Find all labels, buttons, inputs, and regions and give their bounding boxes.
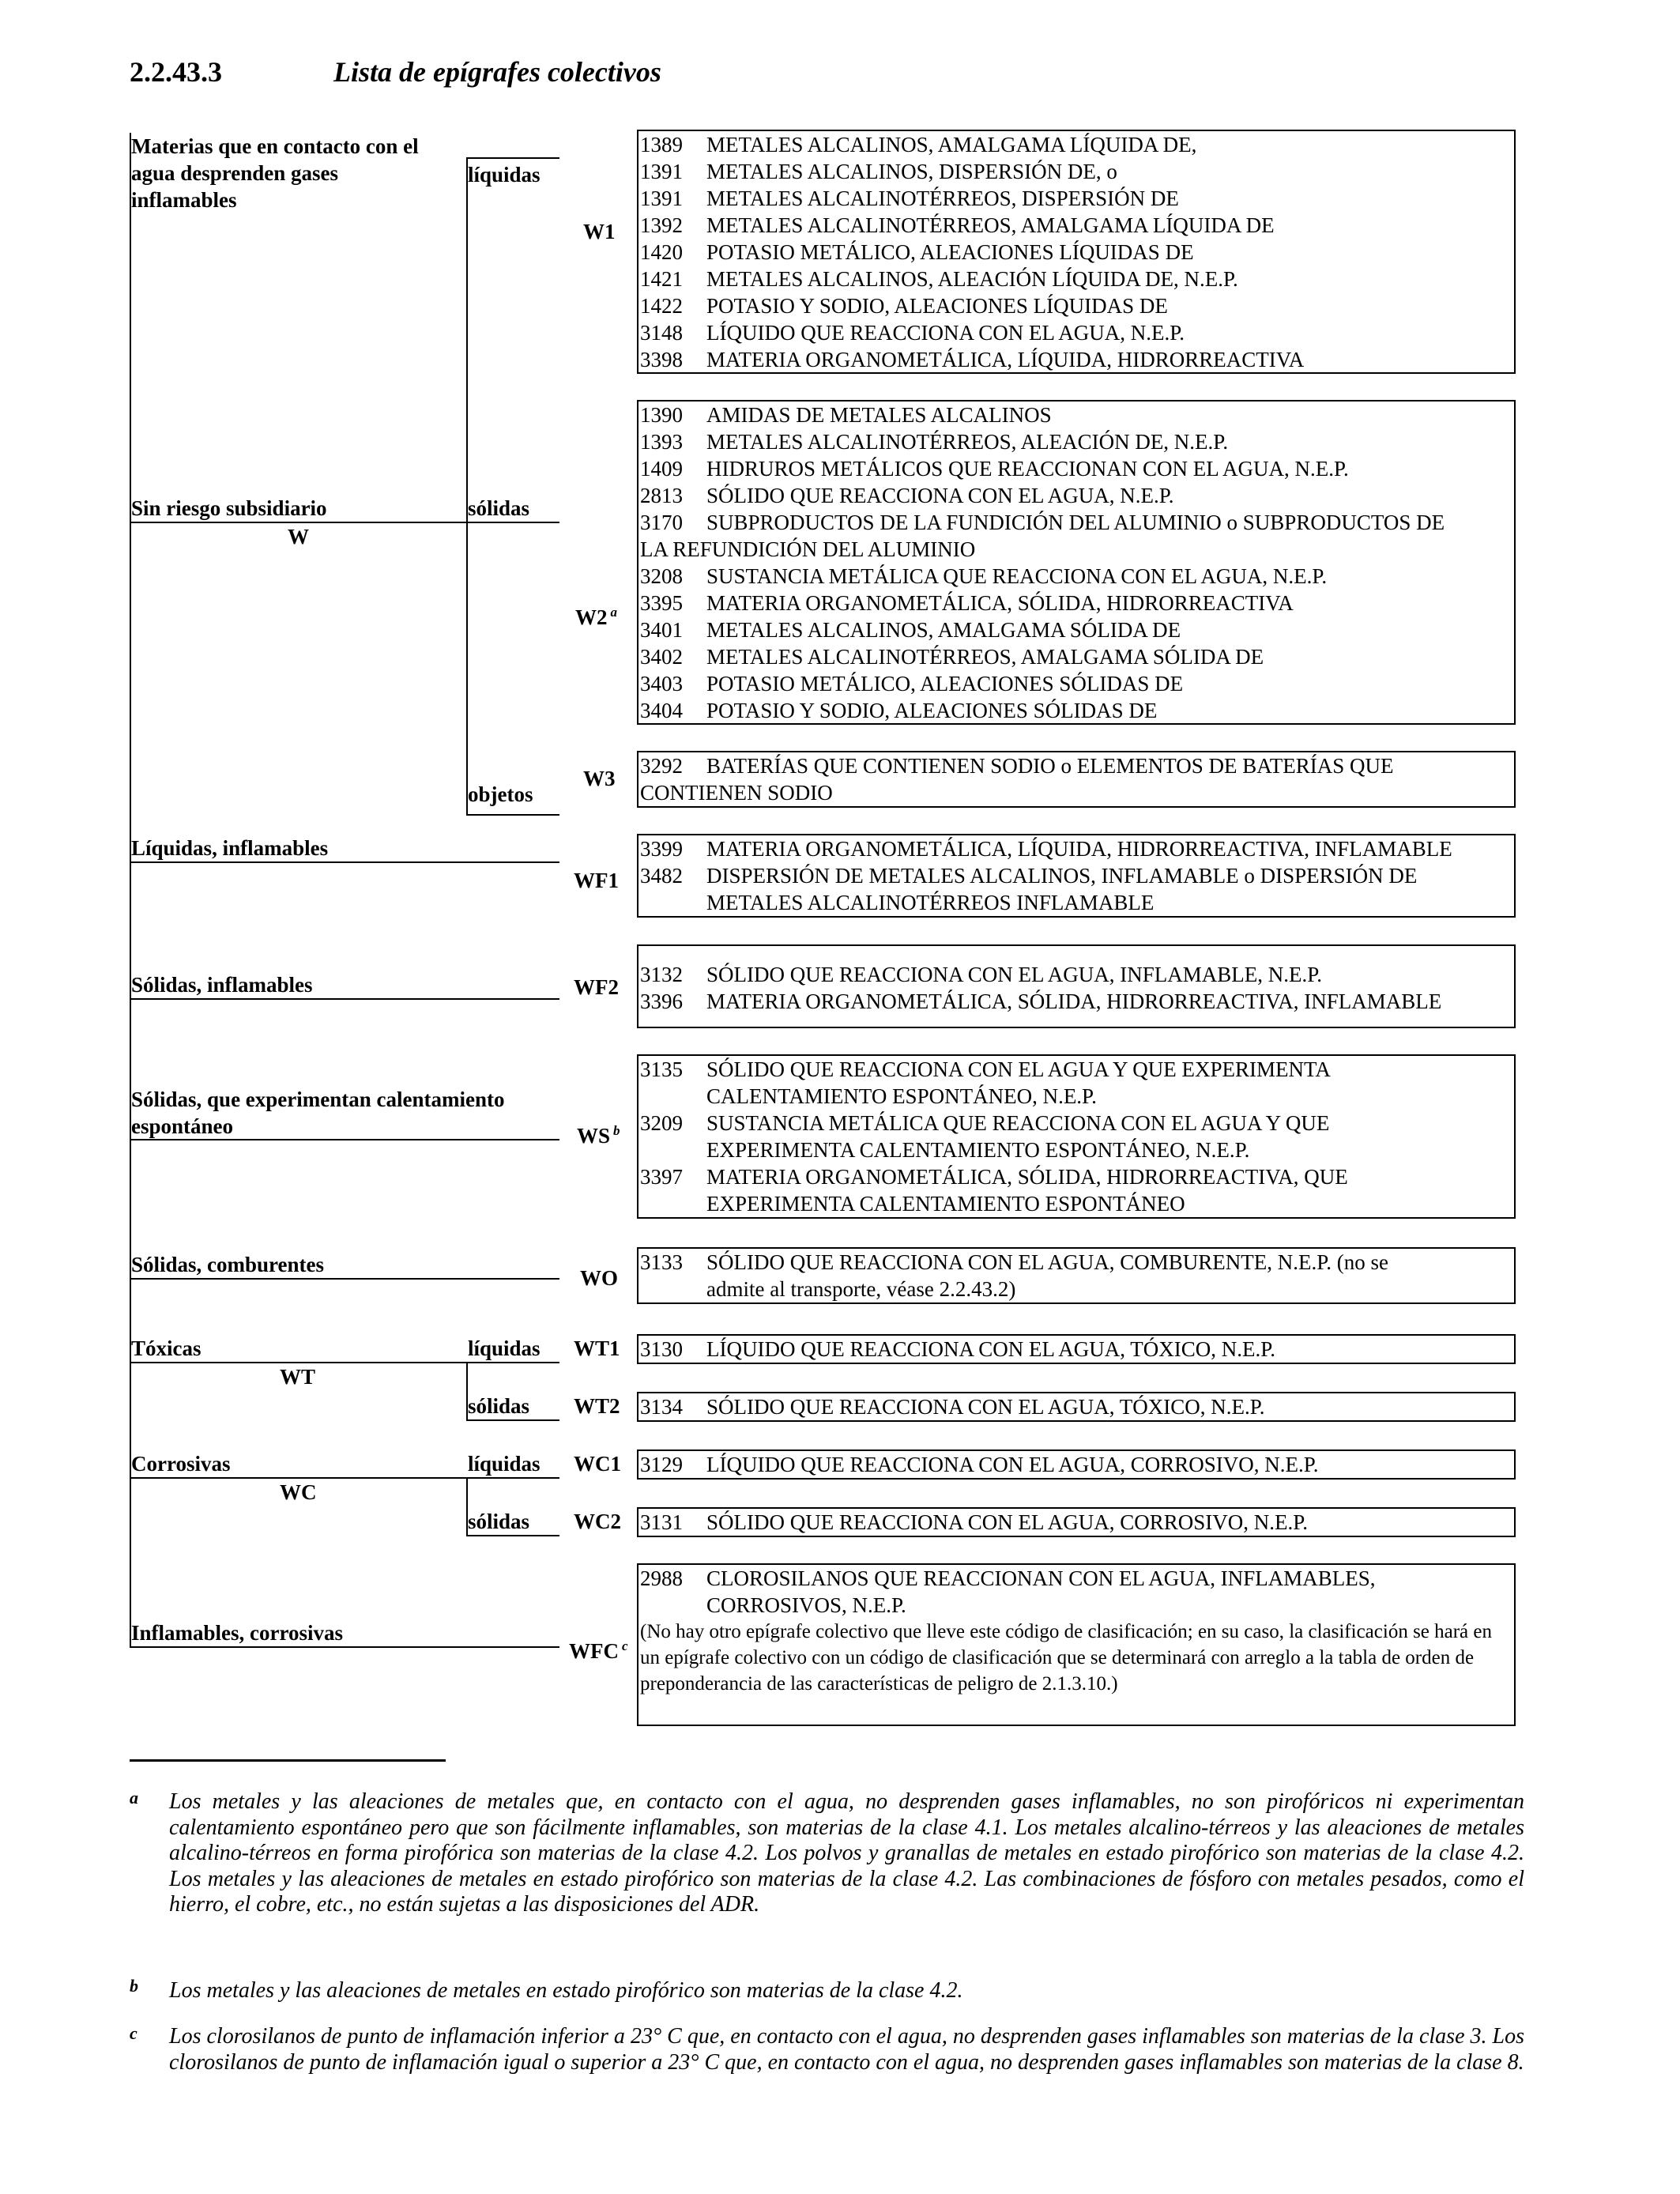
footnote-mark-c: c [130, 2023, 137, 2043]
entry-row: 2988 CLOROSILANOS QUE REACCIONAN CON EL AGUA, INFLAMABLES, [640, 1566, 1376, 1590]
entry-row: 3129 LÍQUIDO QUE REACCIONA CON EL AGUA, CORROSIVO, N.E.P. [640, 1453, 1319, 1476]
entry-row: 3148 LÍQUIDO QUE REACCIONA CON EL AGUA, N.E.P. [640, 321, 1185, 345]
entry-row: 3131 SÓLIDO QUE REACCIONA CON EL AGUA, CORROSIVO, N.E.P. [640, 1510, 1309, 1534]
label-inflamables-corrosivas: Inflamables, corrosivas [131, 1621, 343, 1645]
label-objetos: objetos [468, 782, 533, 806]
line-liquidas-inflamables [130, 861, 559, 863]
section-number: 2.2.43.3 [130, 56, 222, 88]
label-main-group-2: agua desprenden gases [131, 161, 339, 185]
entry-row-cont: CALENTAMIENTO ESPONTÁNEO, N.E.P. [706, 1084, 1097, 1108]
tree-main-vertical [130, 133, 131, 1646]
entry-row-cont: METALES ALCALINOTÉRREOS INFLAMABLE [706, 891, 1155, 914]
footnote-mark-a: a [130, 1788, 138, 1808]
entries-ws-box [637, 1054, 1516, 1219]
line-main-group [466, 157, 559, 159]
line-sin-riesgo [130, 522, 559, 523]
label-solidas-comburentes: Sólidas, comburentes [131, 1253, 325, 1276]
entries-wt2-box [637, 1392, 1516, 1422]
entry-row: 3399 MATERIA ORGANOMETÁLICA, LÍQUIDA, HIDRORREACTIVA, INFLAMABLE [640, 837, 1452, 861]
entries-w2-box [637, 400, 1516, 725]
entry-row: 3482 DISPERSIÓN DE METALES ALCALINOS, INFLAMABLE o DISPERSIÓN DE [640, 864, 1418, 888]
entry-row-wrap: CONTIENEN SODIO [640, 781, 833, 805]
entry-row: 1409 HIDRUROS METÁLICOS QUE REACCIONAN CON EL AGUA, N.E.P. [640, 457, 1349, 481]
line-toxicas-solidas [466, 1419, 559, 1421]
entry-row: 3402 METALES ALCALINOTÉRREOS, AMALGAMA SÓLIDA DE [640, 645, 1264, 669]
line-inflamables-corrosivas [130, 1646, 559, 1648]
code-ws: WS $^b$ [577, 1123, 620, 1148]
line-corrosivas [130, 1477, 559, 1479]
footnote-ref-a: a [610, 605, 617, 620]
entries-wo-box [637, 1247, 1516, 1304]
entry-row: 3396 MATERIA ORGANOMETÁLICA, SÓLIDA, HIDRORREACTIVA, INFLAMABLE [640, 990, 1442, 1013]
entries-wf1-box [637, 834, 1516, 918]
entry-row: 3395 MATERIA ORGANOMETÁLICA, SÓLIDA, HIDRORREACTIVA [640, 591, 1294, 615]
entries-wt1-box [637, 1334, 1516, 1364]
entry-row-cont: EXPERIMENTA CALENTAMIENTO ESPONTÁNEO, N.E.P. [706, 1138, 1250, 1162]
entry-row: 3130 LÍQUIDO QUE REACCIONA CON EL AGUA, TÓXICO, N.E.P. [640, 1337, 1275, 1361]
entry-row-cont: CORROSIVOS, N.E.P. [706, 1593, 906, 1617]
entry-row: 3292 BATERÍAS QUE CONTIENEN SODIO o ELEMENTOS DE BATERÍAS QUE [640, 754, 1394, 778]
entry-row: 3208 SUSTANCIA METÁLICA QUE REACCIONA CON EL AGUA, N.E.P. [640, 564, 1328, 588]
entry-row: 1420 POTASIO METÁLICO, ALEACIONES LÍQUIDAS DE [640, 240, 1194, 264]
code-wc1: WC1 [574, 1452, 621, 1476]
line-objetos [466, 814, 559, 816]
tree-w-vertical [466, 157, 468, 814]
entry-row: 1421 METALES ALCALINOS, ALEACIÓN LÍQUIDA DE, N.E.P. [640, 267, 1238, 291]
entry-row-cont: EXPERIMENTA CALENTAMIENTO ESPONTÁNEO [706, 1192, 1185, 1216]
label-toxicas-solidas: sólidas [468, 1394, 530, 1418]
entries-wfc-box [637, 1563, 1516, 1726]
entry-row: 3135 SÓLIDO QUE REACCIONA CON EL AGUA Y QUE EXPERIMENTA [640, 1057, 1331, 1081]
code-wo: WO [580, 1266, 619, 1290]
entry-row: 1391 METALES ALCALINOS, DISPERSIÓN DE, o [640, 160, 1117, 183]
entries-wf2-box [637, 944, 1516, 1028]
footnote-mark-b: b [130, 1976, 138, 1996]
entry-row: 3401 METALES ALCALINOS, AMALGAMA SÓLIDA DE [640, 618, 1181, 642]
label-main-group-3: inflamables [131, 188, 237, 212]
entry-row: 3397 MATERIA ORGANOMETÁLICA, SÓLIDA, HIDRORREACTIVA, QUE [640, 1165, 1348, 1189]
label-solidas-inflamables: Sólidas, inflamables [131, 973, 313, 997]
entry-row: 3404 POTASIO Y SODIO, ALEACIONES SÓLIDAS DE [640, 699, 1158, 722]
label-sin-riesgo: Sin riesgo subsidiario [131, 496, 327, 520]
entries-wc1-box [637, 1449, 1516, 1480]
label-liquidas-inflamables: Líquidas, inflamables [131, 836, 329, 860]
footnote-separator [130, 1759, 446, 1762]
code-wt1: WT1 [574, 1336, 620, 1360]
entry-row: 3209 SUSTANCIA METÁLICA QUE REACCIONA CON EL AGUA Y QUE [640, 1111, 1330, 1135]
footnote-ref-b: b [613, 1123, 620, 1138]
entry-row: 2813 SÓLIDO QUE REACCIONA CON EL AGUA, N.E.P. [640, 484, 1174, 507]
code-wt2: WT2 [574, 1394, 620, 1418]
entry-row-cont: admite al transporte, véase 2.2.43.2) [706, 1277, 1016, 1301]
entry-row: 1393 METALES ALCALINOTÉRREOS, ALEACIÓN DE, N.E.P. [640, 430, 1229, 454]
entry-row: 1390 AMIDAS DE METALES ALCALINOS [640, 403, 1052, 427]
line-solidas-inflamables [130, 998, 559, 1000]
label-corrosivas-code: WC [280, 1480, 317, 1504]
label-corrosivas-solidas: sólidas [468, 1510, 530, 1533]
label-corrosivas-liquidas: líquidas [468, 1452, 541, 1476]
section-title: Lista de epígrafes colectivos [333, 56, 661, 88]
entries-w1-box [637, 130, 1516, 374]
footnote-a: Los metales y las aleaciones de metales que, en contacto con el agua, no desprenden gases inflamables, no son pirofóricos ni experimentan calentamiento espontáneo pero que son fácilmente inflamables, son materias de la clase 4.1. Los metales alcalino-térreos y las aleaciones de metales alcalino-térreos en forma pirofórica son materias de la clase 4.2. Los polvos y granallas de metales en estado pirofórico son materias de la clase 4.2. Los metales y las aleaciones de metales en estado pirofórico son materias de la clase 4.2. Las combinaciones de fósforo con metales pesados, como el hierro, el cobre, etc., no están sujetas a las disposiciones del ADR. [169, 1789, 1524, 1917]
label-solidas-calentamiento-1: Sólidas, que experimentan calentamiento [131, 1088, 505, 1111]
label-main-group-1: Materias que en contacto con el [131, 134, 419, 158]
entries-w3-box [637, 751, 1516, 808]
entry-row: 1392 METALES ALCALINOTÉRREOS, AMALGAMA LÍQUIDA DE [640, 213, 1275, 237]
footnote-ref-c: c [622, 1638, 628, 1653]
label-solidas-calentamiento-2: espontáneo [131, 1114, 234, 1138]
line-corrosivas-solidas [466, 1535, 559, 1536]
label-toxicas-code: WT [280, 1365, 316, 1389]
line-solidas-comburentes [130, 1278, 559, 1280]
entry-row: 3134 SÓLIDO QUE REACCIONA CON EL AGUA, TÓXICO, N.E.P. [640, 1395, 1265, 1419]
code-wf1: WF1 [574, 869, 619, 892]
code-w3: W3 [583, 767, 616, 790]
entry-row: 3132 SÓLIDO QUE REACCIONA CON EL AGUA, INFLAMABLE, N.E.P. [640, 963, 1323, 986]
entry-row: 1389 METALES ALCALINOS, AMALGAMA LÍQUIDA DE, [640, 133, 1197, 156]
entry-row: 3403 POTASIO METÁLICO, ALEACIONES SÓLIDAS DE [640, 672, 1184, 696]
entry-row: 3170 SUBPRODUCTOS DE LA FUNDICIÓN DEL ALUMINIO o SUBPRODUCTOS DE [640, 511, 1445, 534]
code-wf2: WF2 [574, 975, 619, 999]
entry-row: 3398 MATERIA ORGANOMETÁLICA, LÍQUIDA, HIDRORREACTIVA [640, 348, 1305, 371]
footnote-c: Los clorosilanos de punto de inflamación inferior a 23° C que, en contacto con el agua, no desprenden gases inflamables son materias de la clase 3. Los clorosilanos de punto de inflamación igual o superior a 23° C que, en contacto con el agua, no desprenden gases inflamables son materias de la clase 8. [169, 2024, 1524, 2075]
code-wfc: WFC $^c$ [569, 1638, 628, 1663]
code-w2: W2 $^a$ [575, 605, 617, 629]
label-solidas: sólidas [468, 496, 530, 520]
entry-note: (No hay otro epígrafe colectivo que lleve este código de clasificación; en su caso, la clasificación se hará en un epígrafe colectivo con un código de clasificación que se determinará con arreglo a la tabla de orden de preponderancia de las características de peligro de 2.1.3.10.) [640, 1621, 1493, 1695]
label-corrosivas: Corrosivas [131, 1452, 231, 1476]
line-toxicas [130, 1362, 559, 1363]
entry-row-wrap: LA REFUNDICIÓN DEL ALUMINIO [640, 537, 976, 561]
label-toxicas: Tóxicas [131, 1336, 202, 1360]
label-liquidas: líquidas [468, 163, 541, 187]
entry-row: 1422 POTASIO Y SODIO, ALEACIONES LÍQUIDAS DE [640, 294, 1168, 318]
code-wc2: WC2 [574, 1510, 621, 1533]
code-w1: W1 [583, 220, 616, 243]
entry-row: 3133 SÓLIDO QUE REACCIONA CON EL AGUA, COMBURENTE, N.E.P. (no se [640, 1250, 1388, 1274]
entry-row: 1391 METALES ALCALINOTÉRREOS, DISPERSIÓN DE [640, 187, 1179, 210]
label-toxicas-liquidas: líquidas [468, 1336, 541, 1360]
label-sin-riesgo-code: W [288, 525, 309, 548]
footnote-b: Los metales y las aleaciones de metales en estado pirofórico son materias de la clase 4.2. [169, 1978, 963, 2003]
entries-wc2-box [637, 1507, 1516, 1537]
